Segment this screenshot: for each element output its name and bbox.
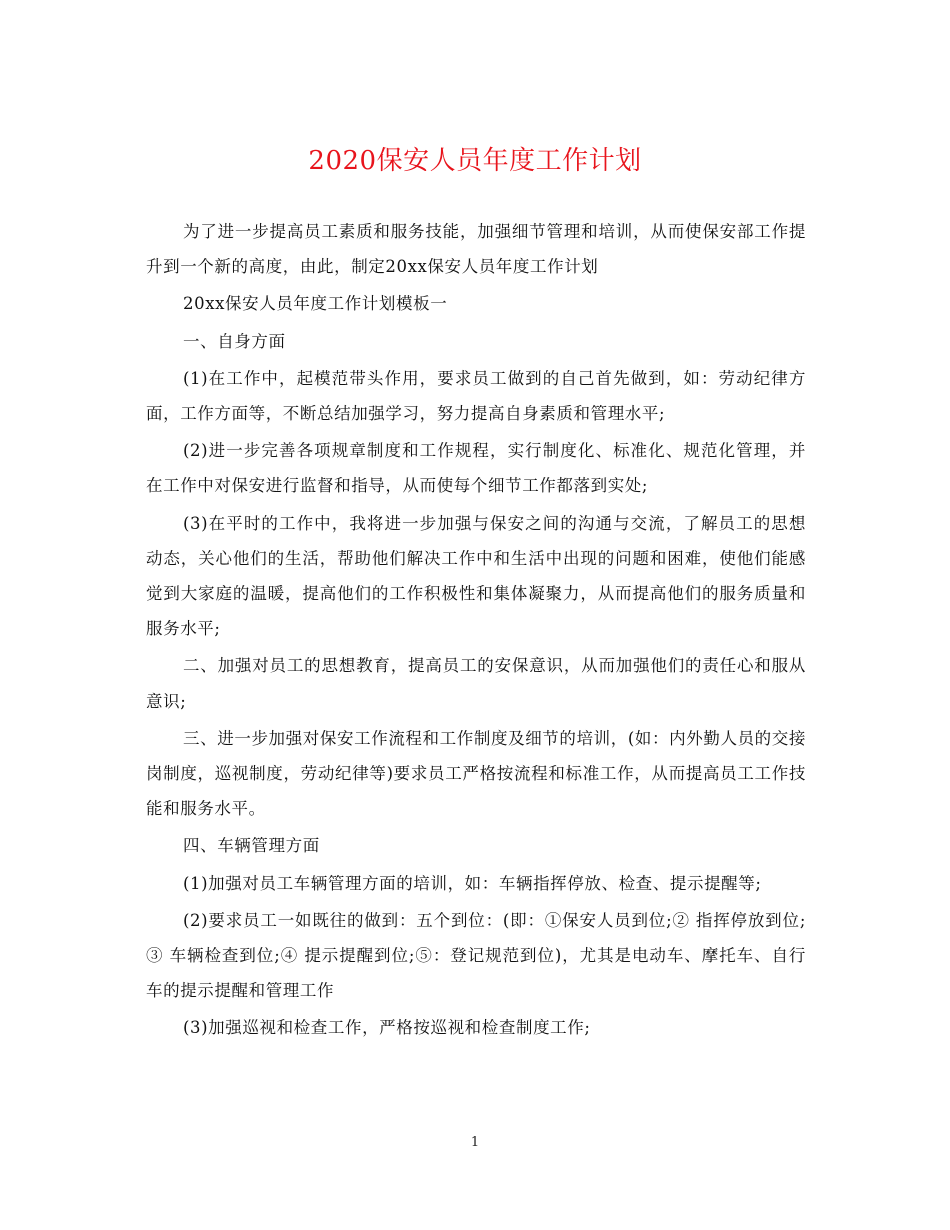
paragraph-vehicle-1: (1)加强对员工车辆管理方面的培训，如：车辆指挥停放、检查、提示提醒等; <box>183 873 762 893</box>
paragraph-vehicle-2: (2)要求员工一如既往的做到：五个到位：(即：①保安人员到位;② 指挥停放到位;③ 车辆检查到位;④ 提示提醒到位;⑤：登记规范到位)，尤其是电动车、摩托车、自行车的提示提醒和管理工作 <box>146 910 806 1001</box>
paragraph-self-1: (1)在工作中，起模范带头作用，要求员工做到的自己首先做到，如：劳动纪律方面，工作方面等，不断总结加强学习，努力提高自身素质和管理水平; <box>146 368 806 424</box>
section-education: 二、加强对员工的思想教育，提高员工的安保意识，从而加强他们的责任心和服从意识; <box>146 656 806 711</box>
section-training: 三、进一步加强对保安工作流程和工作制度及细节的培训，(如：内外勤人员的交接岗制度，巡视制度，劳动纪律等)要求员工严格按流程和标准工作，从而提高员工工作技能和服务水平。 <box>146 728 806 819</box>
document-title: 2020保安人员年度工作计划 <box>308 146 642 176</box>
section-heading-vehicle: 四、车辆管理方面 <box>183 836 320 856</box>
document-body <box>146 214 806 1048</box>
paragraph-intro: 为了进一步提高员工素质和服务技能，加强细节管理和培训，从而使保安部工作提升到一个新的高度，由此，制定20xx保安人员年度工作计划 <box>146 222 806 277</box>
paragraph-self-3: (3)在平时的工作中，我将进一步加强与保安之间的沟通与交流，了解员工的思想动态，关心他们的生活，帮助他们解决工作中和生活中出现的问题和困难，使他们能感觉到大家庭的温暖，提高他们的工作积极性和集体凝聚力，从而提高他们的服务质量和服务水平; <box>146 513 806 639</box>
page-number: 1 <box>470 1135 480 1150</box>
paragraph-vehicle-3: (3)加强巡视和检查工作，严格按巡视和检查制度工作; <box>183 1018 591 1038</box>
paragraph-template-heading: 20xx保安人员年度工作计划模板一 <box>183 294 448 314</box>
section-heading-self: 一、自身方面 <box>183 331 286 351</box>
paragraph-self-2: (2)进一步完善各项规章制度和工作规程，实行制度化、标准化、规范化管理，并在工作中对保安进行监督和指导，从而使每个细节工作都落到实处; <box>146 441 806 496</box>
